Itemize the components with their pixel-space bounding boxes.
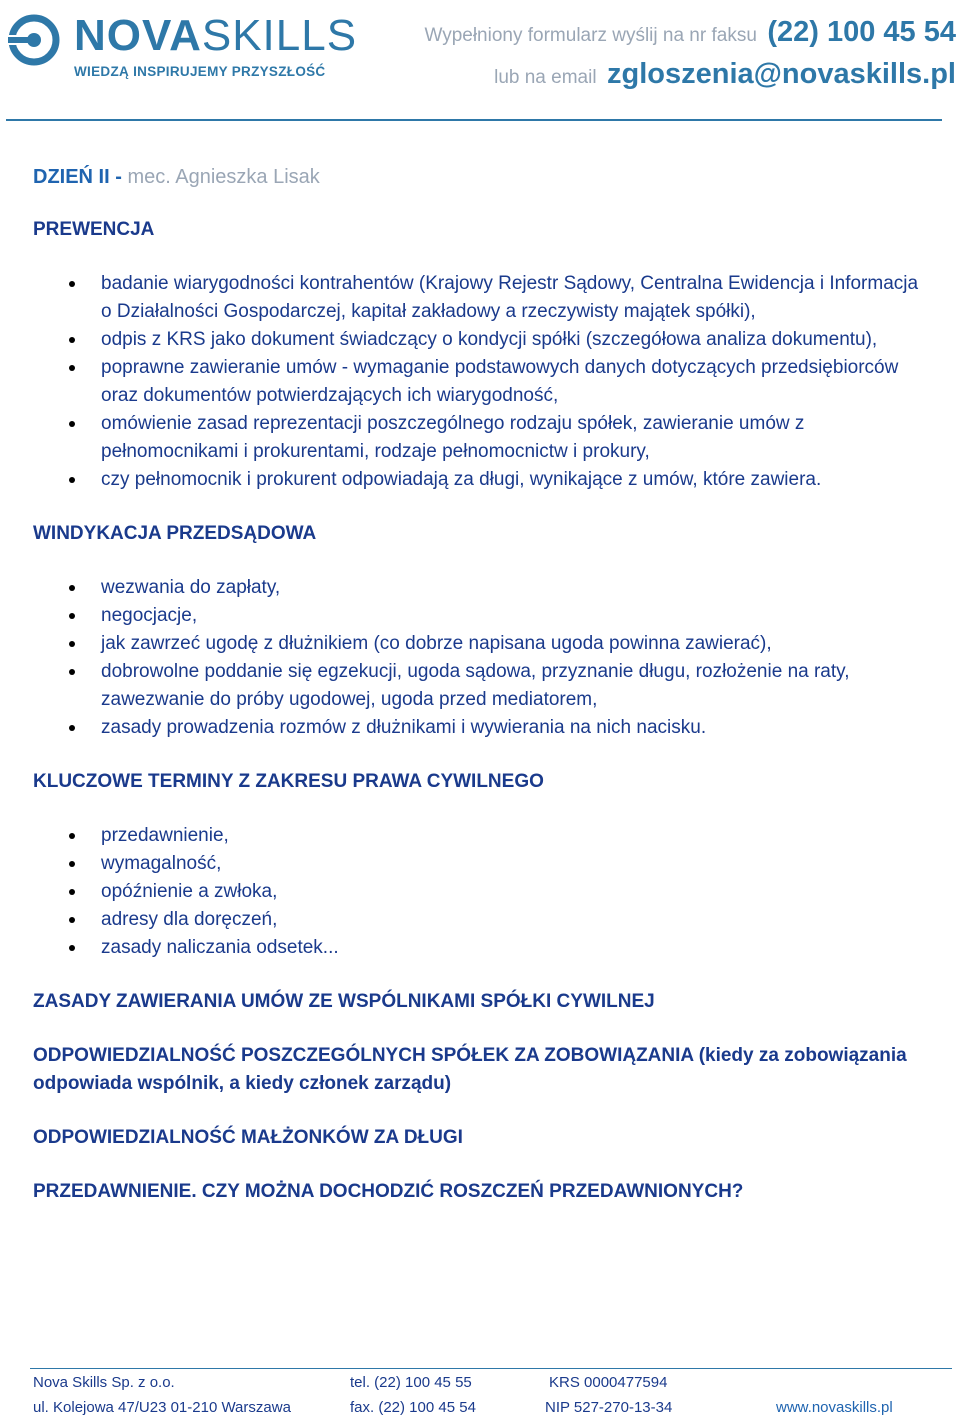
list-item: opóźnienie a zwłoka, [33,878,933,906]
footer-nip: NIP 527-270-13-34 [545,1399,673,1416]
section-heading-odpowiedzialnosc-spolek: ODPOWIEDZIALNOŚĆ POSZCZEGÓLNYCH SPÓŁEK ZA ZOBOWIĄZANIA (kiedy za zobowiązania odpowiada wspólnik, a kiedy członek zarządu) [33,1045,907,1094]
list-item: wymagalność, [33,850,933,878]
windykacja-list [33,574,933,742]
list-item: badanie wiarygodności kontrahentów (Krajowy Rejestr Sądowy, Centralna Ewidencja i Informacja o Działalności Gospodarczej, kapitał zakładowy a rzeczywisty majątek spółki), [33,270,933,326]
footer-tel: tel. (22) 100 45 55 [350,1374,472,1391]
logo-wordmark-nova: NOVA [74,11,202,60]
list-item: negocjacje, [33,602,933,630]
list-item: czy pełnomocnik i prokurent odpowiadają za długi, wynikające z umów, które zawiera. [33,466,933,494]
section-heading-kluczowe-terminy: KLUCZOWE TERMINY Z ZAKRESU PRAWA CYWILNEGO [33,771,544,792]
fax-label: Wypełniony formularz wyślij na nr faksu [424,25,757,46]
footer-website-link[interactable]: www.novaskills.pl [776,1399,893,1416]
section-heading-windykacja: WINDYKACJA PRZEDSĄDOWA [33,523,317,544]
speaker-name: mec. Agnieszka Lisak [127,166,320,188]
email-contact [494,58,956,91]
page-header [0,0,960,122]
section-heading-prewencja: PREWENCJA [33,219,155,240]
section-heading-odpowiedzialnosc-malzonkow: ODPOWIEDZIALNOŚĆ MAŁŻONKÓW ZA DŁUGI [33,1127,463,1148]
list-item: jak zawrzeć ugodę z dłużnikiem (co dobrze napisana ugoda powinna zawierać), [33,630,933,658]
fax-number: (22) 100 45 54 [767,16,956,48]
day-title [33,160,933,194]
email-label: lub na email [494,67,597,88]
document-body [33,160,933,1206]
section-heading-umowy-wspolnicy: ZASADY ZAWIERANIA UMÓW ZE WSPÓLNIKAMI SPÓŁKI CYWILNEJ [33,991,655,1012]
list-item: omówienie zasad reprezentacji poszczególnego rodzaju spółek, zawieranie umów z pełnomocnikami i prokurentami, rodzaje pełnomocnictw i prokury, [33,410,933,466]
prewencja-list [33,270,933,494]
footer-fax: fax. (22) 100 45 54 [350,1399,476,1416]
list-item: wezwania do zapłaty, [33,574,933,602]
list-item: dobrowolne poddanie się egzekucji, ugoda sądowa, przyznanie długu, rozłożenie na raty, zawezwanie do próby ugodowej, ugoda przed mediatorem, [33,658,933,714]
header-divider [6,119,942,121]
footer-address: ul. Kolejowa 47/U23 01-210 Warszawa [33,1399,291,1416]
list-item: odpis z KRS jako dokument świadczący o kondycji spółki (szczegółowa analiza dokumentu), [33,326,933,354]
logo-tagline: WIEDZĄ INSPIRUJEMY PRZYSZŁOŚĆ [74,64,326,79]
kluczowe-terminy-list [33,822,933,962]
list-item: poprawne zawieranie umów - wymaganie podstawowych danych dotyczących przedsiębiorców oraz dokumentów potwierdzających ich wiarygodność, [33,354,933,410]
footer-company: Nova Skills Sp. z o.o. [33,1374,175,1391]
email-address[interactable]: zgloszenia@novaskills.pl [607,58,956,90]
list-item: zasady naliczania odsetek... [33,934,933,962]
logo-wordmark [74,10,357,62]
list-item: zasady prowadzenia rozmów z dłużnikami i wywierania na nich nacisku. [33,714,933,742]
footer-divider [30,1368,952,1369]
fax-contact [424,16,956,49]
list-item: przedawnienie, [33,822,933,850]
novaskills-logo [6,11,358,87]
section-heading-przedawnienie: PRZEDAWNIENIE. CZY MOŻNA DOCHODZIĆ ROSZCZEŃ PRZEDAWNIONYCH? [33,1181,744,1202]
list-item: adresy dla doręczeń, [33,906,933,934]
day-label: DZIEŃ II - [33,166,122,188]
logo-ring-icon [6,12,70,68]
logo-wordmark-skills: SKILLS [201,11,358,60]
footer-krs: KRS 0000477594 [549,1374,668,1391]
